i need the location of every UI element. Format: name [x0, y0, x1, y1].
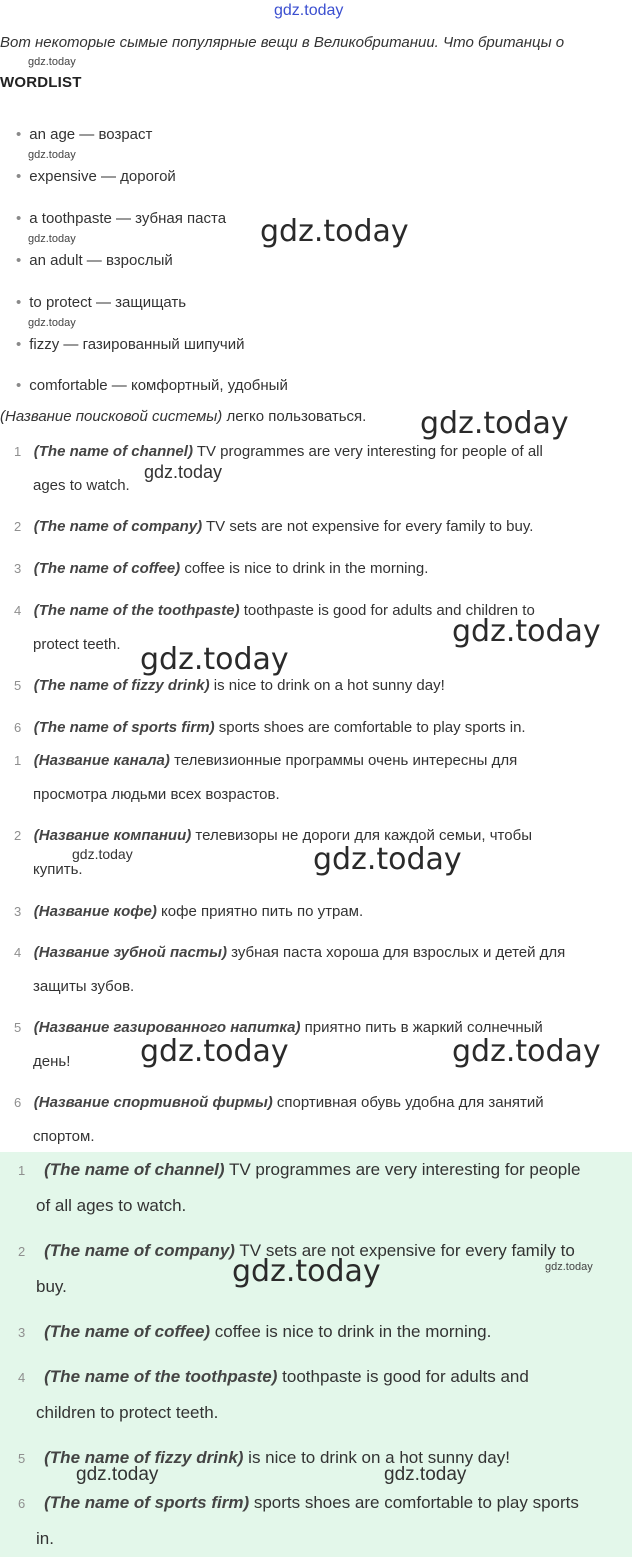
bullet-icon: •	[16, 377, 22, 394]
item-number: 4	[14, 945, 22, 960]
wordlist-item	[16, 377, 288, 394]
item-number: 3	[18, 1325, 26, 1340]
sentence-text: TV sets are not expensive for every family to buy.	[202, 518, 534, 535]
placeholder-name: (The name of sports firm)	[33, 719, 215, 736]
sentence-text: телевизоры не дороги для каждой семьи, чтобы	[191, 827, 532, 844]
placeholder-name: (The name of sports firm)	[44, 1493, 250, 1512]
sentence-text: кофе приятно пить по утрам.	[156, 903, 364, 920]
watermark: gdz.today	[76, 1464, 159, 1485]
sentence-text: is nice to drink on a hot sunny day!	[243, 1448, 510, 1467]
placeholder-name: (The name of company)	[33, 518, 203, 535]
item-number: 5	[18, 1451, 26, 1466]
item-number: 1	[14, 753, 22, 768]
watermark: gdz.today	[144, 462, 223, 482]
sentence-text: is nice to drink on a hot sunny day!	[209, 677, 445, 694]
sentence-text: sports shoes are comfortable to play sports	[249, 1493, 579, 1512]
watermark: gdz.today	[140, 1034, 289, 1069]
wordlist-item-text: comfortable — комфортный, удобный	[29, 377, 288, 394]
sentence-continuation: купить.	[33, 861, 83, 878]
watermark: gdz.today	[140, 642, 289, 677]
sentence-continuation: in.	[36, 1529, 54, 1548]
wordlist-item-text: a toothpaste — зубная паста	[29, 210, 227, 227]
sentence-text: TV programmes are very interesting for people of all	[192, 443, 543, 460]
item-number: 4	[14, 603, 22, 618]
item-number: 6	[18, 1496, 26, 1511]
item-number: 2	[18, 1244, 26, 1259]
watermark: gdz.today	[28, 56, 76, 68]
sentence-continuation: protect teeth.	[33, 636, 121, 653]
sentence-text: TV sets are not expensive for every family to	[234, 1241, 575, 1260]
answer-item	[18, 1160, 580, 1180]
watermark: gdz.today	[28, 233, 76, 245]
sentence-text: легко пользоваться.	[222, 408, 367, 425]
placeholder-name: (Название компании)	[33, 827, 192, 844]
search-engine-sentence	[0, 408, 366, 425]
sentence-continuation: день!	[33, 1053, 71, 1070]
watermark: gdz.today	[313, 842, 462, 877]
answer-item	[18, 1322, 491, 1342]
bullet-icon: •	[16, 294, 22, 311]
watermark: gdz.today	[260, 214, 409, 249]
wordlist-item-text: to protect — защищать	[29, 294, 187, 311]
wordlist-item	[16, 168, 176, 185]
watermark: gdz.today	[28, 317, 76, 329]
sentence-continuation: ages to watch.	[33, 477, 130, 494]
sentence-text: приятно пить в жаркий солнечный	[300, 1019, 543, 1036]
placeholder-name: (Название кофе)	[33, 903, 157, 920]
item-number: 6	[14, 1095, 22, 1110]
intro-text: Вот некоторые сымые популярные вещи в Великобритании. Что британцы о	[0, 34, 565, 51]
sentence-text: спортивная обувь удобна для занятий	[272, 1094, 544, 1111]
wordlist-item	[16, 294, 186, 311]
sentence-continuation: children to protect teeth.	[36, 1403, 219, 1422]
item-number: 5	[14, 1020, 22, 1035]
bullet-icon: •	[16, 252, 22, 269]
sentence-text: TV programmes are very interesting for people	[224, 1160, 581, 1179]
placeholder-name: (The name of channel)	[44, 1160, 225, 1179]
list-item	[14, 719, 526, 736]
watermark: gdz.today	[452, 1034, 601, 1069]
placeholder-name: (Название зубной пасты)	[33, 944, 227, 961]
sentence-text: toothpaste is good for adults and children to	[239, 602, 535, 619]
placeholder-name: (The name of the toothpaste)	[44, 1367, 278, 1386]
item-number: 1	[18, 1163, 26, 1178]
placeholder-name: (The name of the toothpaste)	[33, 602, 240, 619]
wordlist-title: WORDLIST	[0, 74, 82, 91]
sentence-text: toothpaste is good for adults and	[277, 1367, 529, 1386]
sentence-continuation: спортом.	[33, 1128, 95, 1145]
placeholder-name: (Название газированного напитка)	[33, 1019, 301, 1036]
site-brand-link[interactable]: gdz.today	[274, 2, 344, 19]
item-number: 3	[14, 561, 22, 576]
list-item	[14, 752, 517, 769]
item-number: 1	[14, 444, 22, 459]
placeholder-name: (The name of coffee)	[33, 560, 181, 577]
bullet-icon: •	[16, 210, 22, 227]
watermark: gdz.today	[28, 149, 76, 161]
list-item	[14, 903, 363, 920]
answer-item	[18, 1367, 529, 1387]
bullet-icon: •	[16, 126, 22, 143]
sentence-text: зубная паста хороша для взрослых и детей для	[226, 944, 566, 961]
list-item	[14, 443, 543, 460]
sentence-continuation: просмотра людьми всех возрастов.	[33, 786, 280, 803]
wordlist-item	[16, 126, 152, 143]
placeholder-name: (The name of fizzy drink)	[33, 677, 210, 694]
watermark: gdz.today	[72, 846, 133, 862]
wordlist-item-text: fizzy — газированный шипучий	[29, 336, 245, 353]
wordlist-item-text: an adult — взрослый	[29, 252, 173, 269]
watermark: gdz.today	[384, 1464, 467, 1485]
list-item	[14, 560, 428, 577]
watermark: gdz.today	[545, 1261, 593, 1273]
list-item	[14, 518, 533, 535]
placeholder-name: (The name of channel)	[33, 443, 193, 460]
wordlist-item-text: an age — возраст	[29, 126, 153, 143]
placeholder-name: (The name of company)	[44, 1241, 235, 1260]
item-number: 2	[14, 828, 22, 843]
sentence-continuation: of all ages to watch.	[36, 1196, 187, 1215]
item-number: 5	[14, 678, 22, 693]
list-item	[14, 1094, 544, 1111]
bullet-icon: •	[16, 168, 22, 185]
placeholder-name: (Название поисковой системы)	[0, 408, 223, 425]
sentence-continuation: защиты зубов.	[33, 978, 135, 995]
sentence-text: coffee is nice to drink in the morning.	[210, 1322, 492, 1341]
sentence-continuation: buy.	[36, 1277, 67, 1296]
sentence-text: sports shoes are comfortable to play sports in.	[214, 719, 526, 736]
placeholder-name: (Название канала)	[33, 752, 170, 769]
answer-item	[18, 1493, 579, 1513]
sentence-text: телевизионные программы очень интересны для	[169, 752, 518, 769]
placeholder-name: (The name of coffee)	[44, 1322, 211, 1341]
list-item	[14, 944, 565, 961]
bullet-icon: •	[16, 336, 22, 353]
wordlist-item-text: expensive — дорогой	[29, 168, 176, 185]
item-number: 6	[14, 720, 22, 735]
sentence-text: coffee is nice to drink in the morning.	[180, 560, 429, 577]
wordlist-item	[16, 336, 245, 353]
item-number: 3	[14, 904, 22, 919]
watermark: gdz.today	[452, 614, 601, 649]
list-item	[14, 677, 445, 694]
placeholder-name: (The name of fizzy drink)	[44, 1448, 244, 1467]
watermark: gdz.today	[420, 406, 569, 441]
item-number: 4	[18, 1370, 26, 1385]
wordlist-item	[16, 252, 173, 269]
item-number: 2	[14, 519, 22, 534]
watermark: gdz.today	[232, 1254, 381, 1289]
wordlist-item	[16, 210, 226, 227]
placeholder-name: (Название спортивной фирмы)	[33, 1094, 273, 1111]
